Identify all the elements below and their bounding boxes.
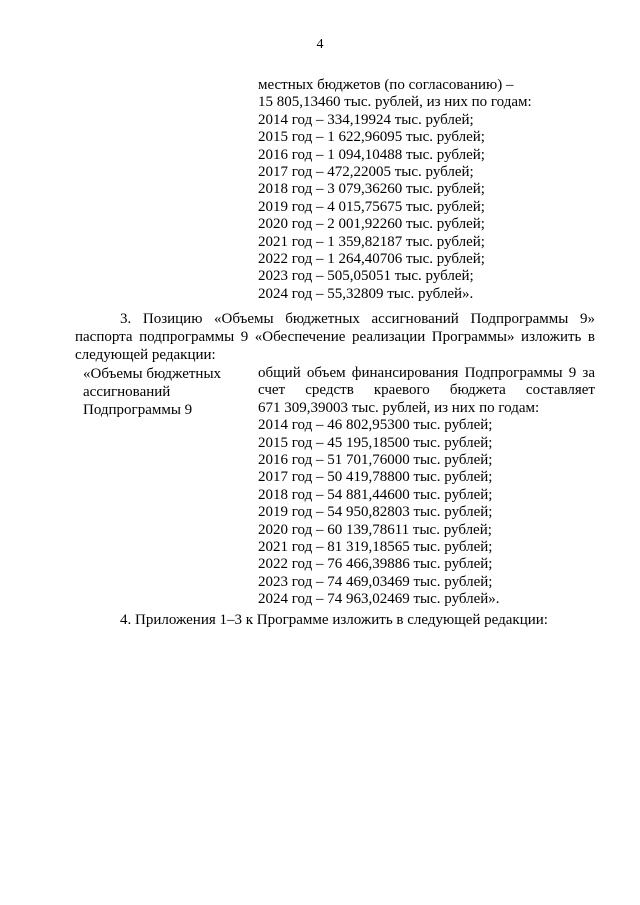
text-line: 15 805,13460 тыс. рублей, из них по годам:	[258, 94, 532, 111]
page-number: 4	[316, 37, 324, 52]
year-line: 2014 год – 334,19924 тыс. рублей;	[258, 111, 474, 128]
year-line: 2022 год – 76 466,39886 тыс. рублей;	[258, 556, 493, 573]
year-line: 2018 год – 3 079,36260 тыс. рублей;	[258, 181, 485, 198]
year-line: 2021 год – 81 319,18565 тыс. рублей;	[258, 539, 493, 556]
year-line: 2022 год – 1 264,40706 тыс. рублей;	[258, 251, 485, 268]
year-line: 2016 год – 51 701,76000 тыс. рублей;	[258, 452, 493, 469]
year-line: 2024 год – 74 963,02469 тыс. рублей».	[258, 591, 500, 608]
label-line: ассигнований	[83, 384, 171, 400]
position-label	[83, 365, 221, 419]
label-line: «Объемы бюджетных	[83, 366, 222, 382]
year-line: 2019 год – 54 950,82803 тыс. рублей;	[258, 504, 493, 521]
year-line: 2017 год – 472,22005 тыс. рублей;	[258, 164, 474, 181]
paragraph-line: 3. Позицию «Объемы бюджетных ассигнований Подпрограммы 9»	[120, 311, 595, 327]
text-line: местных бюджетов (по согласованию) –	[258, 77, 514, 93]
year-line: 2017 год – 50 419,78800 тыс. рублей;	[258, 469, 493, 486]
year-line: 2023 год – 505,05051 тыс. рублей;	[258, 268, 474, 285]
year-line: 2020 год – 2 001,92260 тыс. рублей;	[258, 216, 485, 233]
position-value	[258, 365, 595, 609]
local-budgets-block	[258, 77, 532, 303]
year-line: 2019 год – 4 015,75675 тыс. рублей;	[258, 198, 485, 215]
year-line: 2024 год – 55,32809 тыс. рублей».	[258, 285, 474, 302]
year-line: 2016 год – 1 094,10488 тыс. рублей;	[258, 146, 485, 163]
year-line: 2014 год – 46 802,95300 тыс. рублей;	[258, 417, 493, 434]
value-line: 671 309,39003 тыс. рублей, из них по годам:	[258, 399, 540, 416]
year-line: 2015 год – 1 622,96095 тыс. рублей;	[258, 129, 485, 146]
paragraph-line: паспорта подпрограммы 9 «Обеспечение реализации Программы» изложить в	[75, 329, 595, 345]
paragraph-line: следующей редакции:	[75, 347, 216, 363]
value-line: счет средств краевого бюджета составляет	[258, 382, 595, 399]
label-line: Подпрограммы 9	[83, 402, 193, 418]
year-line: 2018 год – 54 881,44600 тыс. рублей;	[258, 486, 493, 503]
year-line: 2015 год – 45 195,18500 тыс. рублей;	[258, 434, 493, 451]
year-line: 2020 год – 60 139,78611 тыс. рублей;	[258, 521, 492, 538]
value-line: общий объем финансирования Подпрограммы 9 за	[258, 365, 595, 381]
item-4-paragraph: 4. Приложения 1–3 к Программе изложить в следующей редакции:	[120, 612, 548, 628]
year-line: 2023 год – 74 469,03469 тыс. рублей;	[258, 573, 493, 590]
item-3-paragraph	[75, 310, 595, 364]
year-line: 2021 год – 1 359,82187 тыс. рублей;	[258, 233, 485, 250]
